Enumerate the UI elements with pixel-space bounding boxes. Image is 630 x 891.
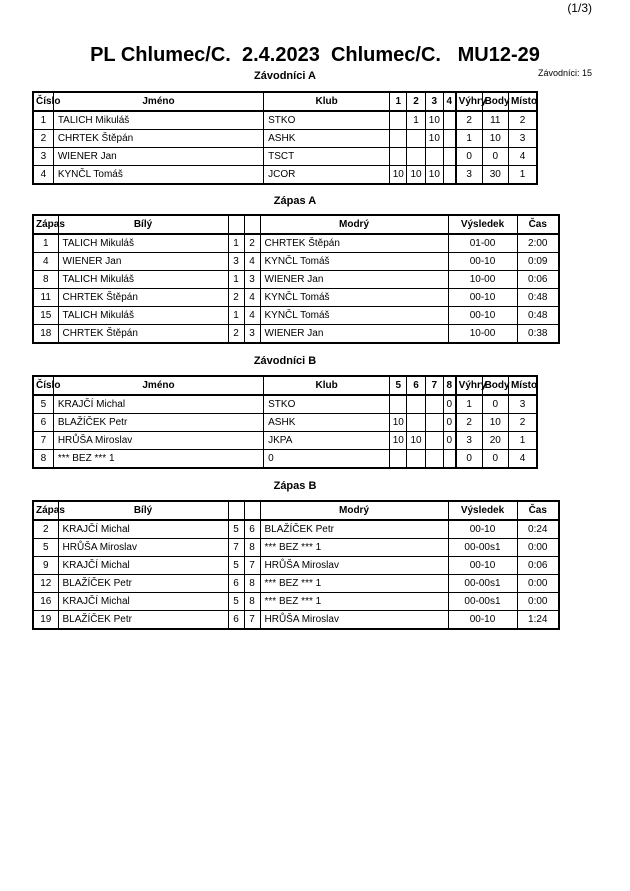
round-score — [443, 166, 455, 185]
header-cislo: Číslo — [33, 92, 53, 111]
header-bily: Bílý — [58, 215, 228, 234]
round-score — [390, 148, 407, 166]
round-score — [425, 432, 443, 450]
blue-competitor: WIENER Jan — [260, 271, 448, 289]
match-row — [33, 325, 559, 344]
header-vyhry: Výhry — [456, 92, 482, 111]
header-cislo: Číslo — [33, 376, 53, 395]
white-competitor: TALICH Mikuláš — [58, 271, 228, 289]
competitor-row — [33, 432, 537, 450]
competitor-points: 0 — [482, 148, 508, 166]
competitor-number: 5 — [33, 395, 53, 414]
match-row — [33, 575, 559, 593]
competitor-row — [33, 166, 537, 185]
white-competitor: KRAJČÍ Michal — [58, 520, 228, 539]
competitor-points: 0 — [482, 395, 508, 414]
match-result: 00-10 — [448, 289, 517, 307]
group-a-title: Závodníci A — [254, 70, 316, 82]
round-score: 10 — [425, 111, 443, 130]
page-number: (1/3) — [567, 1, 592, 15]
group-a-header-row — [33, 92, 537, 111]
white-competitor: TALICH Mikuláš — [58, 234, 228, 253]
match-number: 19 — [33, 611, 58, 630]
competitor-place: 3 — [508, 395, 537, 414]
round-score — [425, 148, 443, 166]
group-b-title: Závodníci B — [253, 355, 317, 367]
matches-b-header-row — [33, 501, 559, 520]
match-number: 16 — [33, 593, 58, 611]
header-round: 4 — [443, 92, 455, 111]
white-competitor: WIENER Jan — [58, 253, 228, 271]
round-score — [407, 450, 425, 469]
header-klub: Klub — [264, 92, 390, 111]
group-b-header-row — [33, 376, 537, 395]
white-number: 6 — [228, 611, 244, 630]
white-number: 3 — [228, 253, 244, 271]
competitor-name: WIENER Jan — [53, 148, 263, 166]
match-time: 0:24 — [517, 520, 559, 539]
match-number: 15 — [33, 307, 58, 325]
competitor-place: 2 — [508, 111, 537, 130]
header-round: 6 — [407, 376, 425, 395]
match-result: 00-00s1 — [448, 539, 517, 557]
white-number: 1 — [228, 271, 244, 289]
header-zapas: Zápas — [33, 501, 58, 520]
match-number: 8 — [33, 271, 58, 289]
blue-competitor: *** BEZ *** 1 — [260, 593, 448, 611]
competitor-place: 4 — [508, 148, 537, 166]
match-time: 1:24 — [517, 611, 559, 630]
white-number: 2 — [228, 289, 244, 307]
header-round: 1 — [390, 92, 407, 111]
header-zapas: Zápas — [33, 215, 58, 234]
competitor-club: JCOR — [264, 166, 390, 185]
match-number: 5 — [33, 539, 58, 557]
competitor-wins: 2 — [456, 414, 482, 432]
competitor-name: KRAJČÍ Michal — [53, 395, 263, 414]
blue-competitor: *** BEZ *** 1 — [260, 539, 448, 557]
competitor-place: 1 — [508, 432, 537, 450]
white-competitor: BLAŽÍČEK Petr — [58, 575, 228, 593]
white-number: 2 — [228, 325, 244, 344]
competitor-name: CHRTEK Štěpán — [53, 130, 263, 148]
match-time: 0:00 — [517, 575, 559, 593]
header-vyhry: Výhry — [456, 376, 482, 395]
competitor-club: STKO — [264, 395, 390, 414]
competitor-points: 10 — [482, 130, 508, 148]
match-time: 0:48 — [517, 307, 559, 325]
competitor-name: BLAŽÍČEK Petr — [53, 414, 263, 432]
match-row — [33, 593, 559, 611]
header-jmeno: Jméno — [53, 376, 263, 395]
competitor-row — [33, 450, 537, 469]
match-result: 00-10 — [448, 557, 517, 575]
competitor-name: KYNČL Tomáš — [53, 166, 263, 185]
blue-competitor: KYNČL Tomáš — [260, 289, 448, 307]
match-number: 2 — [33, 520, 58, 539]
match-time: 0:00 — [517, 539, 559, 557]
match-row — [33, 520, 559, 539]
match-row — [33, 271, 559, 289]
header-misto: Místo — [508, 376, 537, 395]
round-score — [443, 111, 455, 130]
match-result: 00-10 — [448, 253, 517, 271]
white-competitor: HRŮŠA Miroslav — [58, 539, 228, 557]
white-number: 7 — [228, 539, 244, 557]
competitor-points: 30 — [482, 166, 508, 185]
round-score: 10 — [390, 166, 407, 185]
competitor-points: 11 — [482, 111, 508, 130]
round-score: 10 — [425, 166, 443, 185]
blue-number: 4 — [244, 307, 260, 325]
white-number: 1 — [228, 234, 244, 253]
competitor-name: HRŮŠA Miroslav — [53, 432, 263, 450]
round-score — [443, 450, 455, 469]
round-score — [425, 414, 443, 432]
blue-number: 8 — [244, 539, 260, 557]
white-competitor: CHRTEK Štěpán — [58, 289, 228, 307]
round-score: 0 — [443, 414, 455, 432]
white-competitor: KRAJČÍ Michal — [58, 557, 228, 575]
match-row — [33, 557, 559, 575]
competitor-wins: 0 — [456, 148, 482, 166]
match-result: 10-00 — [448, 325, 517, 344]
blue-number: 2 — [244, 234, 260, 253]
competitor-name: *** BEZ *** 1 — [53, 450, 263, 469]
group-a-table — [32, 91, 538, 185]
competitor-wins: 3 — [456, 166, 482, 185]
match-time: 0:09 — [517, 253, 559, 271]
match-number: 4 — [33, 253, 58, 271]
matches-b-table — [32, 500, 560, 630]
match-row — [33, 539, 559, 557]
round-score — [407, 414, 425, 432]
round-score — [407, 395, 425, 414]
competitor-club: JKPA — [264, 432, 390, 450]
competitor-club: STKO — [264, 111, 390, 130]
white-number: 6 — [228, 575, 244, 593]
match-result: 10-00 — [448, 271, 517, 289]
competitor-place: 3 — [508, 130, 537, 148]
blue-number: 4 — [244, 289, 260, 307]
header-vysledek: Výsledek — [448, 215, 517, 234]
white-competitor: TALICH Mikuláš — [58, 307, 228, 325]
match-result: 00-00s1 — [448, 593, 517, 611]
white-number: 5 — [228, 593, 244, 611]
competitor-points: 10 — [482, 414, 508, 432]
competitor-name: TALICH Mikuláš — [53, 111, 263, 130]
match-result: 01-00 — [448, 234, 517, 253]
competitor-row — [33, 395, 537, 414]
match-time: 0:48 — [517, 289, 559, 307]
competitor-place: 4 — [508, 450, 537, 469]
competitor-row — [33, 111, 537, 130]
match-result: 00-10 — [448, 611, 517, 630]
competitor-row — [33, 130, 537, 148]
round-score — [407, 130, 425, 148]
header-body: Body — [482, 92, 508, 111]
competitor-place: 1 — [508, 166, 537, 185]
round-score — [443, 148, 455, 166]
blue-number: 8 — [244, 575, 260, 593]
match-time: 0:00 — [517, 593, 559, 611]
competitor-number: 7 — [33, 432, 53, 450]
header-vysledek: Výsledek — [448, 501, 517, 520]
round-score — [425, 395, 443, 414]
competitor-number: 2 — [33, 130, 53, 148]
competitor-wins: 2 — [456, 111, 482, 130]
header-round: 5 — [390, 376, 407, 395]
competitor-place: 2 — [508, 414, 537, 432]
white-number: 5 — [228, 557, 244, 575]
round-score — [390, 111, 407, 130]
match-time: 0:38 — [517, 325, 559, 344]
match-result: 00-10 — [448, 307, 517, 325]
round-score — [443, 130, 455, 148]
competitor-club: 0 — [264, 450, 390, 469]
blue-number: 7 — [244, 557, 260, 575]
blue-competitor: CHRTEK Štěpán — [260, 234, 448, 253]
competitor-points: 0 — [482, 450, 508, 469]
match-result: 00-00s1 — [448, 575, 517, 593]
blue-number: 6 — [244, 520, 260, 539]
header-body: Body — [482, 376, 508, 395]
competitor-wins: 1 — [456, 130, 482, 148]
competitor-wins: 1 — [456, 395, 482, 414]
competitor-club: ASHK — [264, 414, 390, 432]
blue-number: 3 — [244, 271, 260, 289]
header-cas: Čas — [517, 215, 559, 234]
match-time: 2:00 — [517, 234, 559, 253]
header-bily: Bílý — [58, 501, 228, 520]
competitor-number: 6 — [33, 414, 53, 432]
competitor-club: TSCT — [264, 148, 390, 166]
blue-number: 8 — [244, 593, 260, 611]
header-jmeno: Jméno — [53, 92, 263, 111]
match-time: 0:06 — [517, 271, 559, 289]
header-round: 2 — [407, 92, 425, 111]
header-klub: Klub — [264, 376, 390, 395]
round-score: 10 — [425, 130, 443, 148]
match-row — [33, 611, 559, 630]
white-number: 5 — [228, 520, 244, 539]
match-number: 18 — [33, 325, 58, 344]
page-title: PL Chlumec/C. 2.4.2023 Chlumec/C. MU12-29 — [90, 44, 540, 66]
match-number: 1 — [33, 234, 58, 253]
blue-number: 3 — [244, 325, 260, 344]
match-number: 11 — [33, 289, 58, 307]
white-number: 1 — [228, 307, 244, 325]
matches-b-title: Zápas B — [273, 480, 317, 492]
competitor-points: 20 — [482, 432, 508, 450]
competitor-number: 3 — [33, 148, 53, 166]
match-result: 00-10 — [448, 520, 517, 539]
blue-number: 4 — [244, 253, 260, 271]
white-competitor: BLAŽÍČEK Petr — [58, 611, 228, 630]
blue-competitor: WIENER Jan — [260, 325, 448, 344]
round-score: 1 — [407, 111, 425, 130]
round-score: 10 — [390, 414, 407, 432]
blue-competitor: *** BEZ *** 1 — [260, 575, 448, 593]
round-score — [390, 130, 407, 148]
matches-a-title: Zápas A — [273, 195, 317, 207]
round-score: 10 — [407, 166, 425, 185]
competitor-club: ASHK — [264, 130, 390, 148]
matches-a-table — [32, 214, 560, 344]
competitor-wins: 3 — [456, 432, 482, 450]
blue-competitor: BLAŽÍČEK Petr — [260, 520, 448, 539]
blue-competitor: KYNČL Tomáš — [260, 307, 448, 325]
header-cas: Čas — [517, 501, 559, 520]
blue-competitor: KYNČL Tomáš — [260, 253, 448, 271]
header-misto: Místo — [508, 92, 537, 111]
match-row — [33, 253, 559, 271]
header-round: 3 — [425, 92, 443, 111]
white-competitor: KRAJČÍ Michal — [58, 593, 228, 611]
competitor-number: 8 — [33, 450, 53, 469]
round-score — [425, 450, 443, 469]
header-modry: Modrý — [260, 501, 448, 520]
round-score: 10 — [390, 432, 407, 450]
round-score: 0 — [443, 432, 455, 450]
group-b-table — [32, 375, 538, 469]
round-score — [407, 148, 425, 166]
matches-a-header-row — [33, 215, 559, 234]
blue-number: 7 — [244, 611, 260, 630]
competitor-row — [33, 148, 537, 166]
round-score — [390, 450, 407, 469]
competitor-number: 1 — [33, 111, 53, 130]
match-time: 0:06 — [517, 557, 559, 575]
header-round: 8 — [443, 376, 455, 395]
match-row — [33, 234, 559, 253]
round-score — [390, 395, 407, 414]
match-number: 9 — [33, 557, 58, 575]
header-round: 7 — [425, 376, 443, 395]
competitor-count: Závodníci: 15 — [538, 68, 593, 78]
match-number: 12 — [33, 575, 58, 593]
round-score: 10 — [407, 432, 425, 450]
competitor-number: 4 — [33, 166, 53, 185]
blue-competitor: HRŮŠA Miroslav — [260, 557, 448, 575]
header-modry: Modrý — [260, 215, 448, 234]
round-score: 0 — [443, 395, 455, 414]
competitor-row — [33, 414, 537, 432]
blue-competitor: HRŮŠA Miroslav — [260, 611, 448, 630]
match-row — [33, 289, 559, 307]
competitor-wins: 0 — [456, 450, 482, 469]
white-competitor: CHRTEK Štěpán — [58, 325, 228, 344]
match-row — [33, 307, 559, 325]
